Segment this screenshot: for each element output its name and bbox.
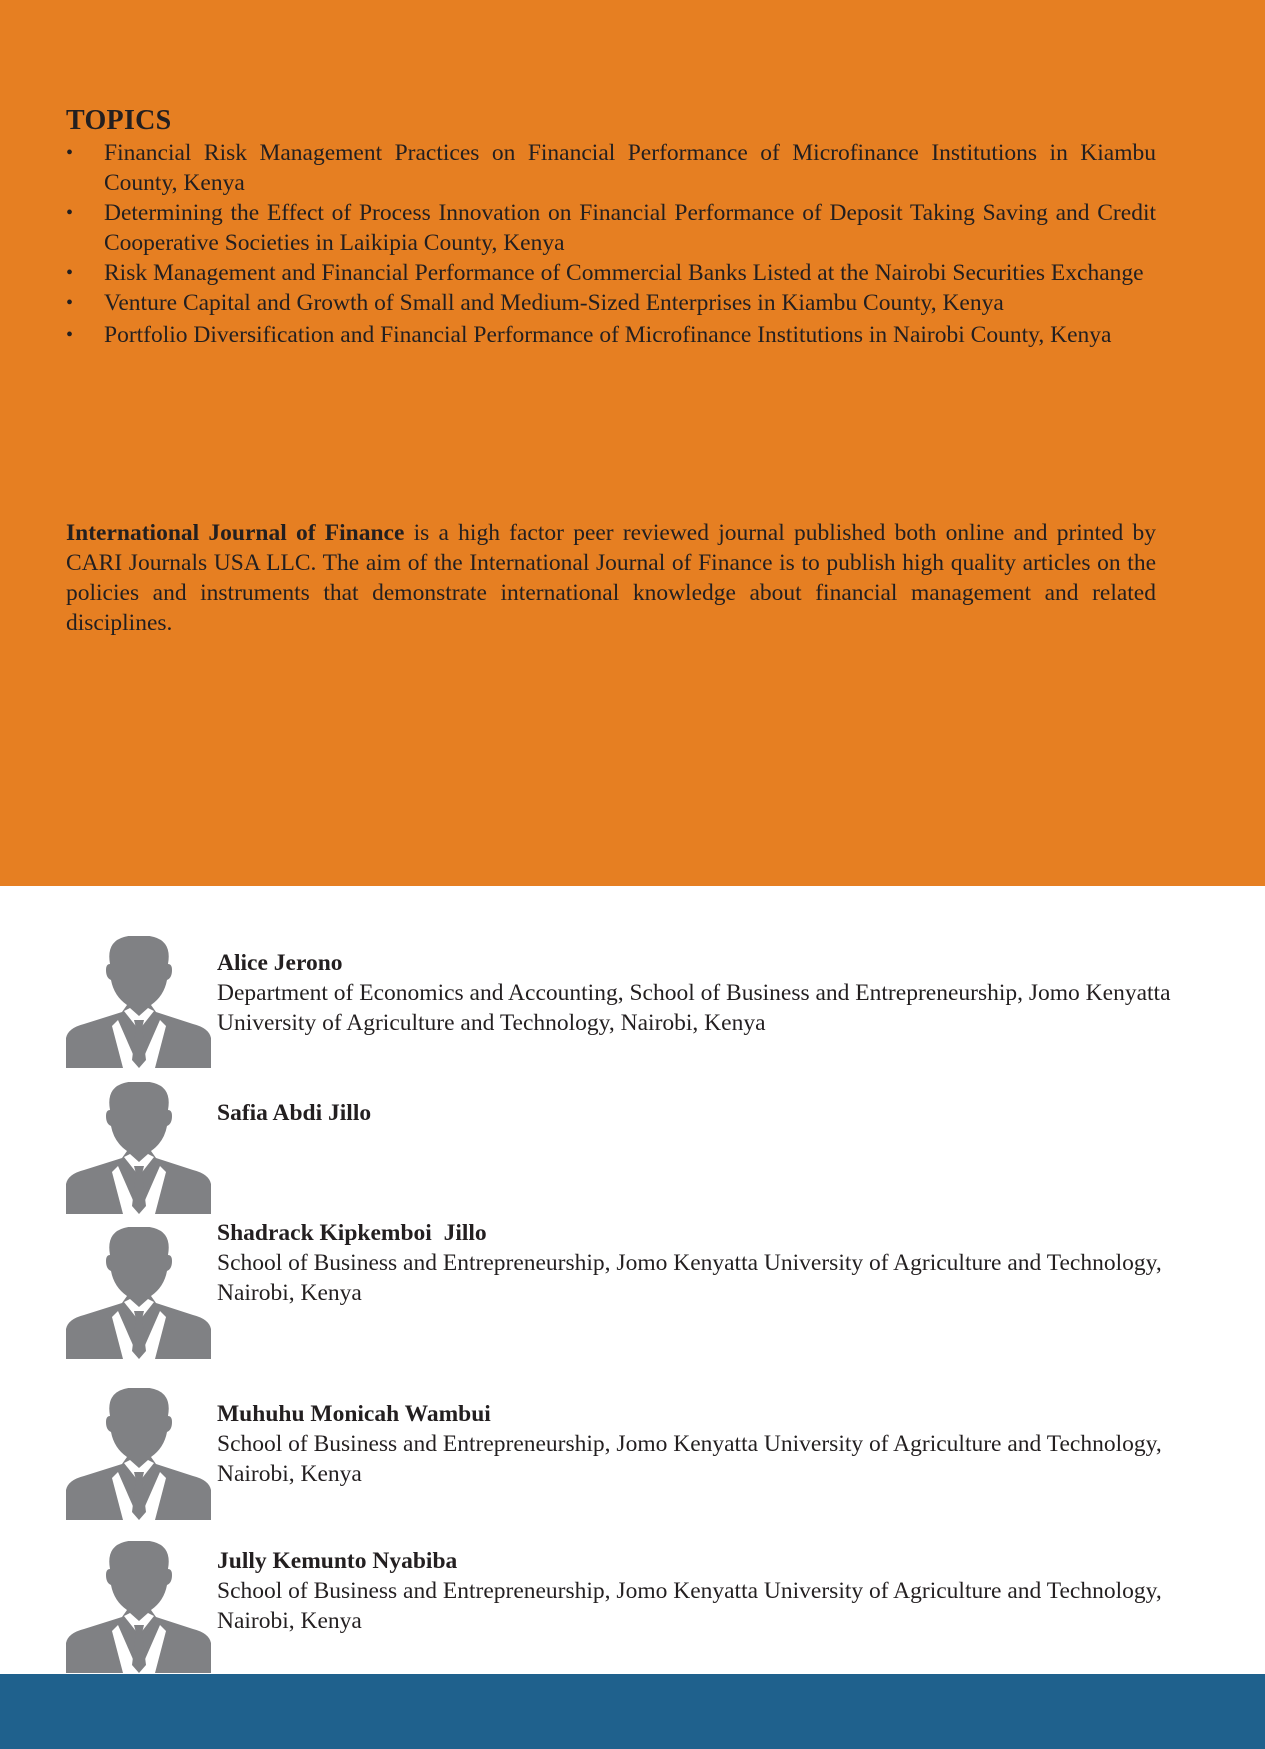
author-card — [66, 1388, 1206, 1520]
author-name: Shadrack Kipkemboi Jillo — [217, 1220, 487, 1246]
journal-description-text: is a high factor peer reviewed journal published both online and printed by CARI Journals USA LLC. The aim of the International Journal of Finance is to publish high quality articles on the policies and instruments that demonstrate international knowledge about financial management and related disciplines. — [66, 520, 1156, 636]
author-card — [66, 1541, 1206, 1673]
topic-item — [66, 258, 1156, 288]
person-silhouette-icon — [66, 1388, 211, 1520]
author-details — [217, 1218, 1207, 1308]
author-name: Alice Jerono — [217, 950, 343, 976]
author-card — [66, 1082, 1206, 1214]
topic-text: Portfolio Diversification and Financial Performance of Microfinance Institutions in Nairobi County, Kenya — [104, 322, 1112, 348]
bullet-icon: • — [66, 142, 74, 164]
topic-item — [66, 198, 1156, 258]
author-card — [66, 1220, 1206, 1359]
author-affiliation: Department of Economics and Accounting, School of Business and Entrepreneurship, Jomo Kenyatta University of Agriculture and Technology, Nairobi, Kenya — [217, 980, 1171, 1036]
bullet-icon: • — [66, 202, 74, 224]
author-name: Jully Kemunto Nyabiba — [217, 1548, 458, 1574]
author-name: Muhuhu Monicah Wambui — [217, 1401, 491, 1427]
topic-item — [66, 288, 1156, 318]
topic-item — [66, 318, 1156, 352]
author-details — [217, 1546, 1207, 1636]
person-silhouette-icon — [66, 936, 211, 1068]
bullet-icon: • — [66, 292, 74, 314]
person-silhouette-icon — [66, 1082, 211, 1214]
topic-text: Financial Risk Management Practices on Financial Performance of Microfinance Institutions in Kiambu County, Kenya — [104, 140, 1156, 196]
journal-description — [66, 518, 1156, 638]
topic-item — [66, 138, 1156, 198]
author-affiliation: School of Business and Entrepreneurship, Jomo Kenyatta University of Agriculture and Technology, Nairobi, Kenya — [217, 1431, 1162, 1487]
topics-list — [66, 138, 1156, 352]
person-silhouette-icon — [66, 1227, 211, 1359]
bullet-icon: • — [66, 324, 74, 346]
journal-name: International Journal of Finance — [66, 520, 405, 546]
topic-text: Venture Capital and Growth of Small and Medium-Sized Enterprises in Kiambu County, Kenya — [104, 290, 1004, 316]
author-details — [217, 1098, 1207, 1128]
person-silhouette-icon — [66, 1541, 211, 1673]
author-name: Safia Abdi Jillo — [217, 1100, 372, 1126]
footer-bar — [0, 1674, 1265, 1749]
bullet-icon: • — [66, 262, 74, 284]
author-affiliation: School of Business and Entrepreneurship, Jomo Kenyatta University of Agriculture and Technology, Nairobi, Kenya — [217, 1578, 1162, 1634]
topics-heading: TOPICS — [66, 105, 172, 136]
author-affiliation: School of Business and Entrepreneurship, Jomo Kenyatta University of Agriculture and Technology, Nairobi, Kenya — [217, 1250, 1162, 1306]
topic-text: Determining the Effect of Process Innovation on Financial Performance of Deposit Taking Saving and Credit Cooperative Societies in Laikipia County, Kenya — [104, 200, 1156, 256]
author-card — [66, 936, 1206, 1068]
author-details — [217, 1399, 1207, 1489]
author-details — [217, 948, 1207, 1038]
topic-text: Risk Management and Financial Performance of Commercial Banks Listed at the Nairobi Securities Exchange — [104, 260, 1144, 286]
